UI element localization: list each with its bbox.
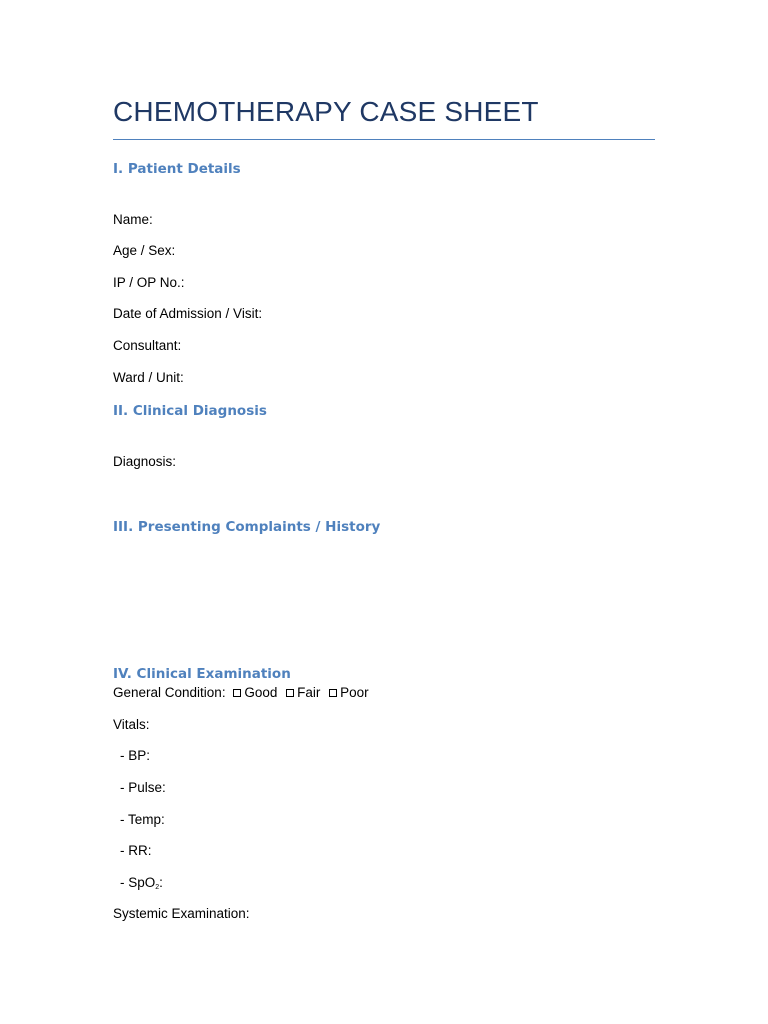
field-systemic-examination: Systemic Examination: xyxy=(113,906,250,921)
checkbox-good[interactable] xyxy=(233,689,241,697)
section-heading-clinical-examination: IV. Clinical Examination xyxy=(113,666,291,682)
vitals-label: Vitals: xyxy=(113,717,150,732)
field-consultant: Consultant: xyxy=(113,338,182,353)
title-underline xyxy=(113,139,655,140)
field-ip-op-no: IP / OP No.: xyxy=(113,275,185,290)
section-heading-clinical-diagnosis: II. Clinical Diagnosis xyxy=(113,403,267,419)
field-name: Name: xyxy=(113,212,153,227)
checkbox-poor[interactable] xyxy=(329,689,337,697)
section-heading-patient-details: I. Patient Details xyxy=(113,161,241,177)
option-poor-label: Poor xyxy=(340,685,369,700)
vital-temp: - Temp: xyxy=(120,812,165,827)
general-condition-row xyxy=(113,685,369,700)
vital-bp: - BP: xyxy=(120,748,151,763)
field-ward-unit: Ward / Unit: xyxy=(113,370,184,385)
vital-spo2 xyxy=(120,875,163,891)
general-condition-label: General Condition: xyxy=(113,685,226,700)
field-diagnosis: Diagnosis: xyxy=(113,454,177,469)
vital-spo2-subscript: 2 xyxy=(155,884,160,891)
document-title: CHEMOTHERAPY CASE SHEET xyxy=(113,96,539,127)
vital-spo2-suffix: : xyxy=(159,875,163,890)
vital-spo2-prefix: - SpO xyxy=(120,875,156,890)
option-fair-label: Fair xyxy=(297,685,321,700)
vital-pulse: - Pulse: xyxy=(120,780,166,795)
field-date-of-admission: Date of Admission / Visit: xyxy=(113,306,263,321)
field-age-sex: Age / Sex: xyxy=(113,243,176,258)
section-heading-presenting-complaints: III. Presenting Complaints / History xyxy=(113,519,381,535)
option-good-label: Good xyxy=(244,685,278,700)
vital-rr: - RR: xyxy=(120,843,152,858)
checkbox-fair[interactable] xyxy=(286,689,294,697)
